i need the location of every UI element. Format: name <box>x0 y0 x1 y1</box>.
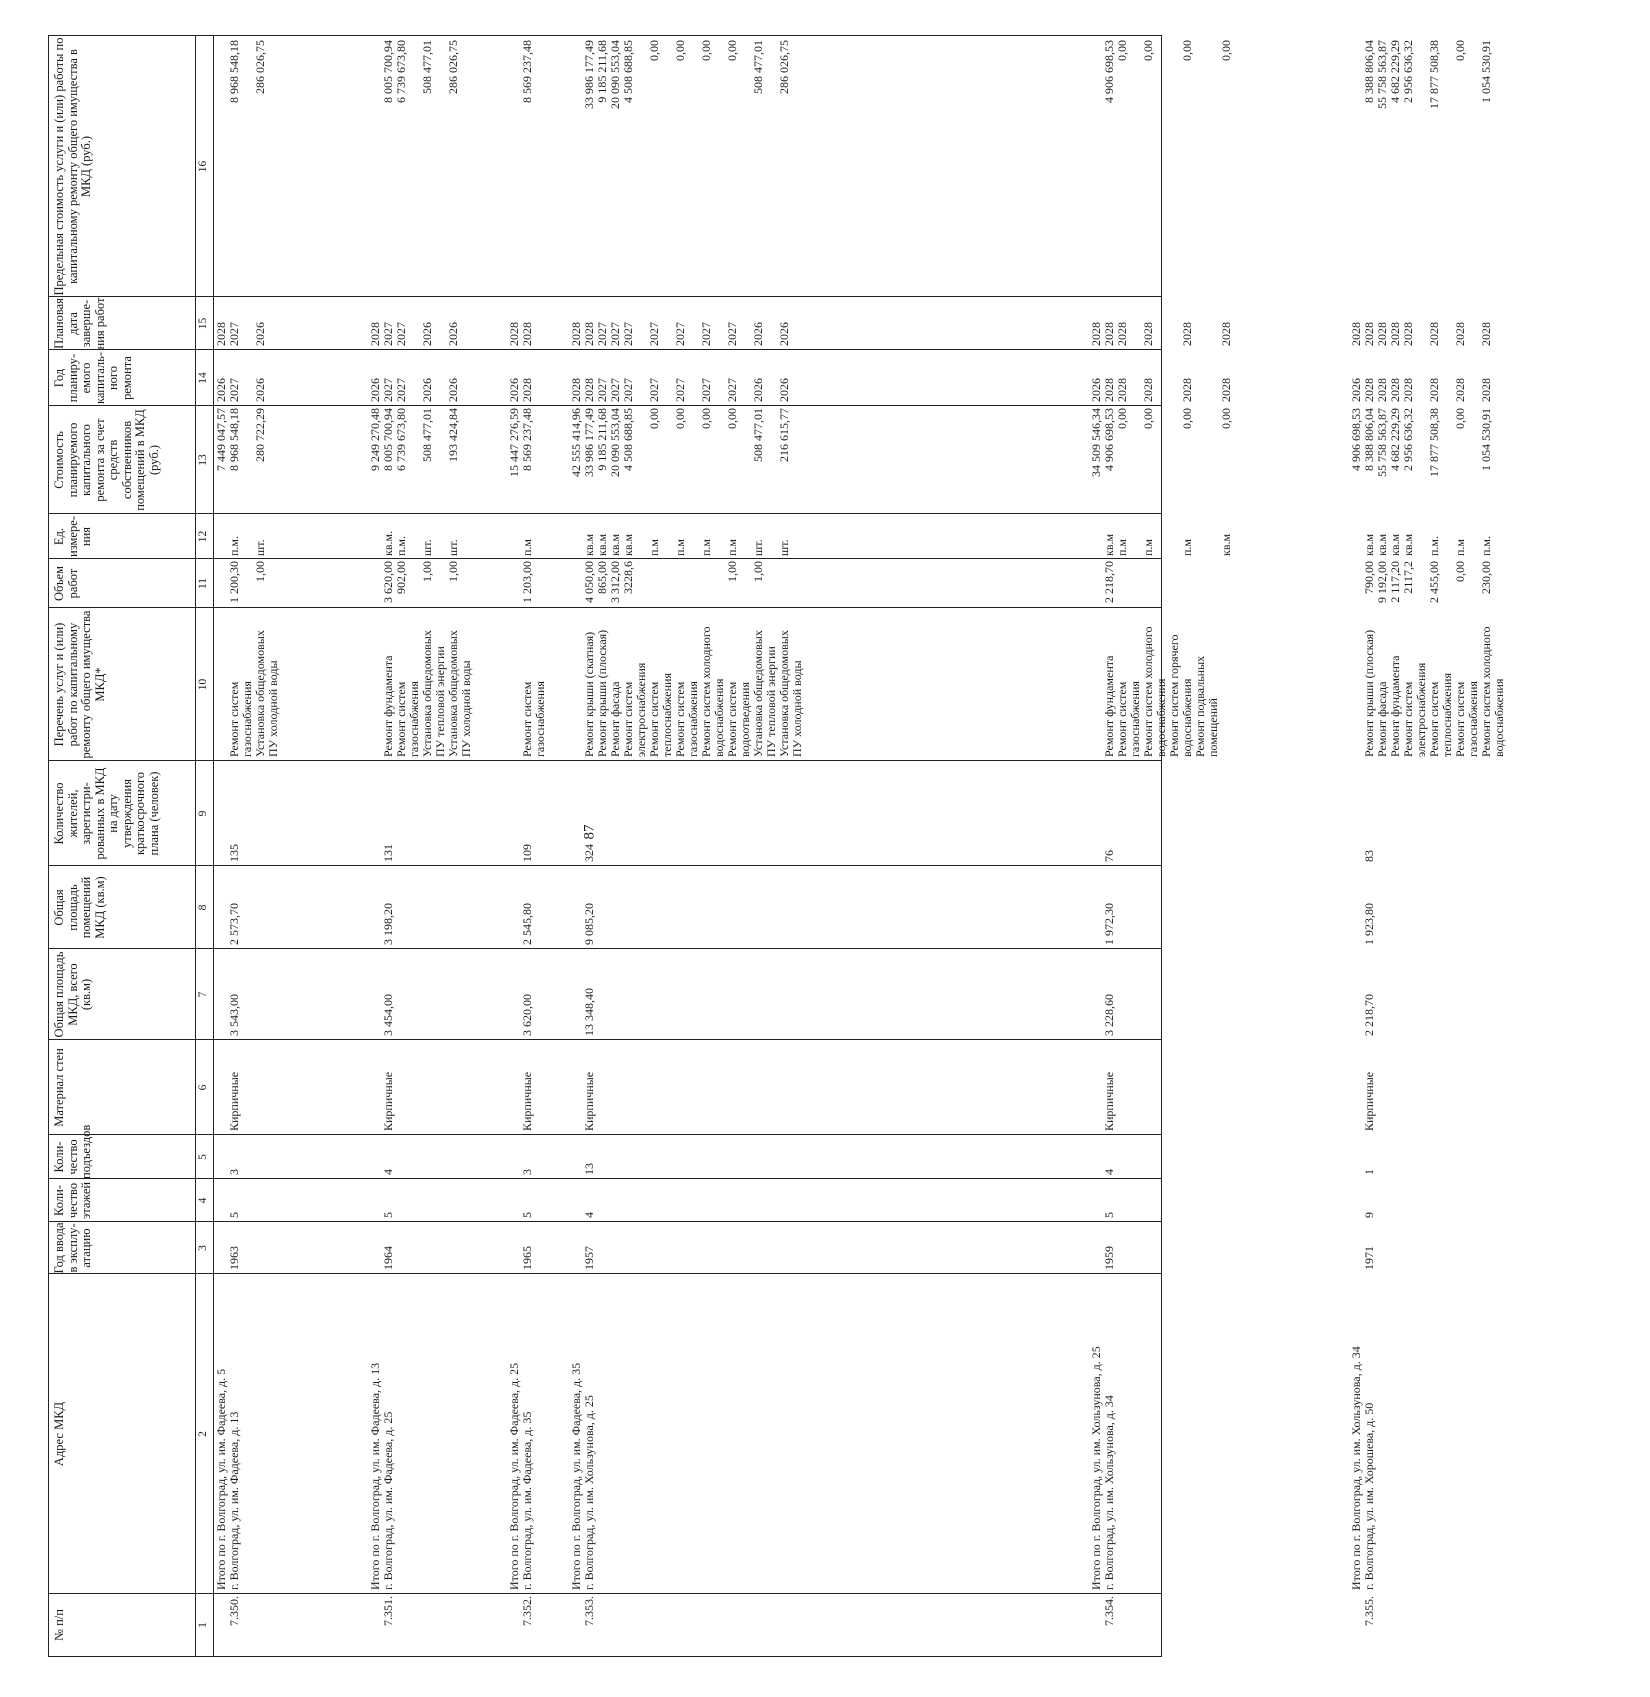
header-area: Общая площадь МКД, всего (кв.м) <box>52 951 93 1038</box>
header-limit-cost: Предельная стоимость услуги и (или) работы по капитальному ремонту общего имущества в МКД (руб.) <box>52 37 93 296</box>
repair-year: 2028 2028 2028 2028 2028 <box>1102 378 1233 402</box>
unit: п.м <box>520 538 534 556</box>
limit-cost: 8 968 548,18 286 026,75 <box>227 40 267 103</box>
total-area: 3 454,00 <box>381 994 395 1036</box>
col-number: 5 <box>197 1154 209 1160</box>
capital-repair-table <box>48 35 1506 1657</box>
unit: кв.м кв.м кв.м кв.м п.м п.м п.м п.м шт. шт. <box>582 533 791 556</box>
total-year: 2026 <box>1089 378 1103 402</box>
total-cost: 42 555 414,96 <box>569 408 583 477</box>
work-volume: 790,00 9 192,00 2 117,20 2117,2 2 455,00 0,00 230,00 <box>1362 561 1493 603</box>
work-item: Ремонт систем холодного водоснабжения <box>699 626 726 757</box>
premises-area: 2 573,70 <box>227 903 241 945</box>
work-item: Ремонт систем электроснабжения <box>1401 662 1428 757</box>
header-end-date: Плановая дата заверше- ния работ <box>52 297 107 350</box>
repair-year: 2028 2027 2027 2027 2027 2027 2027 2027 2026 2026 <box>582 378 791 402</box>
table-row <box>369 36 504 1656</box>
table-row <box>215 36 365 1656</box>
total-area: 2 218,70 <box>1362 994 1376 1036</box>
end-date: 2028 2028 2028 2028 2028 2028 2028 <box>1362 322 1493 346</box>
header-year: Год ввода в эксплу- атацию <box>52 1222 93 1274</box>
works-list <box>1103 610 1220 757</box>
total-end: 2028 <box>507 322 521 346</box>
commission-year: 1963 <box>227 1246 241 1270</box>
total-cost: 9 249 270,48 <box>368 408 382 471</box>
work-item: Ремонт систем газоснабжения <box>673 681 700 757</box>
unit: кв.м п.м п.м п.м кв.м <box>1102 533 1233 556</box>
col-number: 6 <box>197 1084 209 1091</box>
work-item: Установка общедомовых ПУ холодной воды <box>777 630 804 757</box>
work-item: Установка общедомовых ПУ холодной воды <box>446 630 473 757</box>
work-volume: 1 203,00 <box>520 561 534 603</box>
work-item: Ремонт систем теплоснабжения <box>1427 673 1454 757</box>
entrances: 4 <box>381 1169 395 1175</box>
col-number: 1 <box>197 1622 209 1628</box>
address: г. Волгоград, ул. им. Хользунова, д. 25 <box>582 1395 596 1590</box>
commission-year: 1971 <box>1362 1246 1376 1270</box>
total-end: 2028 <box>214 322 228 346</box>
unit: п.м. шт. <box>227 535 267 556</box>
work-item: Ремонт систем газоснабжения <box>1115 681 1142 757</box>
cost: 8 005 700,94 6 739 673,80 508 477,01 193 424,84 <box>381 408 460 471</box>
premises-area: 9 085,20 <box>582 903 596 945</box>
commission-year: 1965 <box>520 1246 534 1270</box>
row-number: 7.351. <box>381 1596 395 1626</box>
residents: 135 <box>227 844 241 862</box>
premises-area: 2 545,80 <box>520 903 534 945</box>
header-residents: Количество жителей, зарегистри- рованных в МКД на дату утверждения краткосрочного плана (человек) <box>52 767 161 860</box>
col-number: 16 <box>197 160 209 173</box>
total-end: 2028 <box>1089 322 1103 346</box>
wall-material: Кирпичные <box>582 1071 596 1131</box>
end-date: 2027 2026 <box>227 322 267 346</box>
total-label: Итого по г. Волгоград, ул. им. Хользунова, д. 25 <box>1089 1346 1103 1590</box>
header-works: Перечень услуг и (или) работ по капитальному ремонту общего имущества МКД* <box>52 610 107 759</box>
wall-material: Кирпичные <box>520 1071 534 1131</box>
work-item: Ремонт фундамента <box>1102 655 1116 757</box>
limit-cost: 8 005 700,94 6 739 673,80 508 477,01 286 026,75 <box>381 40 460 103</box>
residents: 109 <box>520 844 534 862</box>
total-cost: 34 509 546,34 <box>1089 408 1103 477</box>
work-item: Ремонт систем газоснабжения <box>1453 681 1480 757</box>
floors: 5 <box>227 1212 241 1218</box>
work-volume: 3 620,00 902,00 1,00 1,00 <box>381 561 460 603</box>
entrances: 13 <box>582 1163 596 1175</box>
col-number: 4 <box>197 1197 209 1204</box>
work-item: Ремонт систем горячего водоснабжения <box>1167 634 1194 757</box>
limit-cost: 33 986 177,49 9 185 211,68 20 090 553,04 4 508 688,85 0,00 0,00 0,00 0,00 508 477,01 286 026,75 <box>582 40 791 109</box>
entrances: 3 <box>520 1169 534 1175</box>
header-area-premises: Общая площадь помещений МКД (кв.м) <box>52 876 107 939</box>
work-item: Ремонт систем газоснабжения <box>394 681 421 757</box>
row-number: 7.354. <box>1102 1596 1116 1626</box>
limit-cost: 4 906 698,53 0,00 0,00 0,00 0,00 <box>1102 40 1233 103</box>
repair-year: 2028 2028 2028 2028 2028 2028 2028 <box>1362 378 1493 402</box>
work-item: Ремонт крыши (скатная) <box>582 631 596 757</box>
work-item: Установка общедомовых ПУ тепловой энергии <box>420 630 447 757</box>
end-date: 2028 <box>520 322 534 346</box>
works-list <box>521 610 547 757</box>
col-number: 11 <box>197 577 209 590</box>
residents: 83 <box>1362 850 1376 862</box>
end-date: 2027 2027 2026 2026 <box>381 322 460 346</box>
total-year: 2026 <box>1349 378 1363 402</box>
work-item: Ремонт систем газоснабжения <box>227 681 254 757</box>
col-number: 14 <box>197 372 209 384</box>
work-item: Ремонт систем электроснабжения <box>621 662 648 757</box>
col-number: 15 <box>197 317 209 330</box>
total-label: Итого по г. Волгоград, ул. им. Фадеева, д. 13 <box>368 1362 382 1590</box>
header-cost: Стоимость планируемого капитального ремонта за счет средств собственников помещений в МКД (руб.) <box>52 409 161 511</box>
total-year: 2028 <box>569 378 583 402</box>
work-volume: 1 200,30 1,00 <box>227 561 267 603</box>
total-year: 2026 <box>214 378 228 402</box>
col-number: 10 <box>197 678 209 691</box>
end-date: 2028 2027 2027 2027 2027 2027 2027 2027 2026 2026 <box>582 322 791 346</box>
col-number: 13 <box>197 454 209 466</box>
work-item: Ремонт крыши (плоская) <box>595 629 609 757</box>
page-number: 87 <box>581 824 598 840</box>
cost: 8 968 548,18 280 722,29 <box>227 408 267 471</box>
residents: 76 <box>1102 850 1116 862</box>
total-year: 2026 <box>507 378 521 402</box>
work-item: Ремонт фундамента <box>1388 655 1402 757</box>
cost: 8 388 806,04 55 758 563,87 4 682 229,29 2 956 636,32 17 877 508,38 0,00 1 054 530,91 <box>1362 408 1493 477</box>
total-year: 2026 <box>368 378 382 402</box>
cost: 4 906 698,53 0,00 0,00 0,00 0,00 <box>1102 408 1233 471</box>
work-item: Ремонт систем холодного водоснабжения <box>1479 626 1506 757</box>
col-number: 12 <box>197 530 209 543</box>
header-repair-year: Год планиру- емого капиталь- ного ремонта <box>52 351 134 405</box>
unit: кв.м. п.м. шт. шт. <box>381 530 460 556</box>
work-item: Ремонт фундамента <box>381 655 395 757</box>
floors: 9 <box>1362 1212 1376 1218</box>
works-list <box>228 610 280 757</box>
entrances: 1 <box>1362 1169 1376 1175</box>
total-label: Итого по г. Волгоград, ул. им. Фадеева, д. 25 <box>507 1362 521 1590</box>
floors: 5 <box>520 1212 534 1218</box>
col-number: 9 <box>197 810 209 817</box>
total-area: 3 620,00 <box>520 994 534 1036</box>
wall-material: Кирпичные <box>1102 1071 1116 1131</box>
floors: 4 <box>582 1212 596 1218</box>
repair-year: 2028 <box>520 378 534 402</box>
premises-area: 1 972,30 <box>1102 903 1116 945</box>
total-area: 3 228,60 <box>1102 994 1116 1036</box>
commission-year: 1959 <box>1102 1246 1116 1270</box>
header-unit: Ед. измере- ния <box>52 516 93 557</box>
total-label: Итого по г. Волгоград, ул. им. Фадеева, д. 35 <box>569 1362 583 1590</box>
cost: 8 569 237,48 <box>520 408 534 471</box>
col-number: 7 <box>197 991 209 998</box>
total-cost: 7 449 047,57 <box>214 408 228 471</box>
col-number: 8 <box>197 904 209 911</box>
limit-cost: 8 388 806,04 55 758 563,87 4 682 229,29 2 956 636,32 17 877 508,38 0,00 1 054 530,91 <box>1362 40 1493 109</box>
work-item: Ремонт подвальных помещений <box>1193 655 1220 757</box>
repair-year: 2027 2027 2026 2026 <box>381 378 460 402</box>
works-list <box>1363 610 1506 757</box>
total-cost: 15 447 276,59 <box>507 408 521 477</box>
total-end: 2028 <box>368 322 382 346</box>
header-entrances: Коли- чество подъездов <box>52 1124 93 1179</box>
table-row <box>570 36 1085 1656</box>
row-number: 7.350. <box>227 1596 241 1626</box>
address: г. Волгоград, ул. им. Хользунова, д. 34 <box>1102 1395 1116 1590</box>
work-item: Ремонт систем теплоснабжения <box>647 673 674 757</box>
commission-year: 1964 <box>381 1246 395 1270</box>
residents: 324 <box>582 844 596 862</box>
premises-area: 1 923,80 <box>1362 903 1376 945</box>
end-date: 2028 2028 2028 2028 2028 <box>1102 322 1233 346</box>
work-item: Установка общедомовых ПУ тепловой энергии <box>751 630 778 757</box>
table-row <box>508 36 568 1656</box>
address: г. Волгоград, ул. им. Фадеева, д. 13 <box>227 1411 241 1590</box>
total-cost: 4 906 698,53 <box>1349 408 1363 471</box>
work-item: Установка общедомовых ПУ холодной воды <box>253 630 280 757</box>
limit-cost: 8 569 237,48 <box>520 40 534 103</box>
header-volume: Объем работ <box>52 566 80 601</box>
table-row <box>1090 36 1346 1656</box>
work-item: Ремонт крыши (плоская) <box>1362 629 1376 757</box>
total-end: 2028 <box>569 322 583 346</box>
work-item: Ремонт систем водоотведения <box>725 681 752 757</box>
row-number: 7.355. <box>1362 1596 1376 1626</box>
total-end: 2028 <box>1349 322 1363 346</box>
entrances: 3 <box>227 1169 241 1175</box>
total-area: 13 348,40 <box>582 988 596 1036</box>
residents: 131 <box>381 844 395 862</box>
unit: кв.м кв.м кв.м кв.м п.м. п.м п.м. <box>1362 533 1493 556</box>
row-number: 7.353. <box>582 1596 596 1626</box>
work-volume: 2 218,70 <box>1102 561 1116 603</box>
work-item: Ремонт фасада <box>1375 681 1389 757</box>
header-floors: Коли- чество этажей <box>52 1181 93 1220</box>
work-item: Ремонт систем холодного водоснабжения <box>1141 626 1168 757</box>
wall-material: Кирпичные <box>227 1071 241 1131</box>
repair-year: 2027 2026 <box>227 378 267 402</box>
floors: 5 <box>381 1212 395 1218</box>
wall-material: Кирпичные <box>381 1071 395 1131</box>
col-number: 2 <box>197 1431 209 1437</box>
table-row <box>1350 36 1650 1656</box>
wall-material: Кирпичные <box>1362 1071 1376 1131</box>
works-list <box>382 610 473 757</box>
entrances: 4 <box>1102 1169 1116 1175</box>
col-number: 3 <box>197 1245 209 1251</box>
row-number: 7.352. <box>520 1596 534 1626</box>
header-walls: Материал стен <box>52 1048 66 1127</box>
work-item: Ремонт фасада <box>608 681 622 757</box>
total-label: Итого по г. Волгоград, ул. им. Фадеева, д. 5 <box>214 1368 228 1590</box>
header-address: Адрес МКД <box>52 1401 66 1467</box>
premises-area: 3 198,20 <box>381 903 395 945</box>
total-label: Итого по г. Волгоград, ул. им. Хользунова, д. 34 <box>1349 1346 1363 1590</box>
address: г. Волгоград, ул. им. Фадеева, д. 35 <box>520 1411 534 1590</box>
floors: 5 <box>1102 1212 1116 1218</box>
address: г. Волгоград, ул. им. Хорошева, д. 50 <box>1362 1402 1376 1590</box>
works-list <box>583 610 804 757</box>
work-item: Ремонт систем газоснабжения <box>520 681 547 757</box>
total-area: 3 543,00 <box>227 994 241 1036</box>
work-volume: 4 050,00 865,00 3 312,00 3228,6 1,00 1,00 <box>582 561 765 603</box>
commission-year: 1957 <box>582 1246 596 1270</box>
address: г. Волгоград, ул. им. Фадеева, д. 25 <box>381 1411 395 1590</box>
header-num: № п/п <box>52 1609 66 1641</box>
cost: 33 986 177,49 9 185 211,68 20 090 553,04 4 508 688,85 0,00 0,00 0,00 0,00 508 477,01 216 615,77 <box>582 408 791 477</box>
